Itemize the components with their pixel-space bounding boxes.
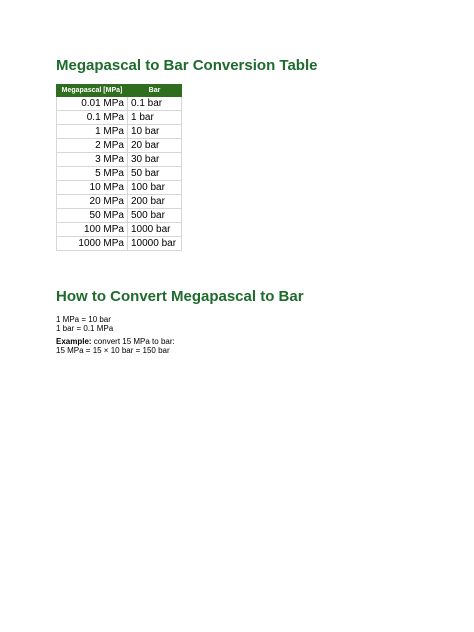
table-row (57, 167, 182, 181)
table-row (57, 139, 182, 153)
cell-mpa: 2 MPa (57, 139, 128, 153)
cell-mpa: 0.1 MPa (57, 111, 128, 125)
table-row (57, 223, 182, 237)
cell-bar: 200 bar (128, 195, 182, 209)
conversion-table-title: Megapascal to Bar Conversion Table (56, 57, 318, 74)
cell-mpa: 5 MPa (57, 167, 128, 181)
cell-bar: 1000 bar (128, 223, 182, 237)
table-row (57, 195, 182, 209)
cell-bar: 20 bar (128, 139, 182, 153)
cell-bar: 500 bar (128, 209, 182, 223)
cell-mpa: 3 MPa (57, 153, 128, 167)
cell-bar: 0.1 bar (128, 97, 182, 111)
table-row (57, 181, 182, 195)
table-row (57, 237, 182, 251)
table-row (57, 97, 182, 111)
cell-bar: 10 bar (128, 125, 182, 139)
how-to-convert-body (56, 315, 175, 355)
cell-bar: 50 bar (128, 167, 182, 181)
table-row (57, 209, 182, 223)
table-row (57, 125, 182, 139)
header-bar: Bar (128, 85, 182, 97)
cell-mpa: 1 MPa (57, 125, 128, 139)
table-row (57, 111, 182, 125)
example-result: 15 MPa = 15 × 10 bar = 150 bar (56, 346, 170, 355)
cell-mpa: 100 MPa (57, 223, 128, 237)
cell-mpa: 20 MPa (57, 195, 128, 209)
conversion-formula-bar-to-mpa: 1 bar = 0.1 MPa (56, 324, 114, 333)
cell-bar: 100 bar (128, 181, 182, 195)
cell-bar: 1 bar (128, 111, 182, 125)
table-header-row (57, 85, 182, 97)
conversion-formula-mpa-to-bar: 1 MPa = 10 bar (56, 315, 111, 324)
example-label: Example: (56, 337, 92, 346)
cell-mpa: 50 MPa (57, 209, 128, 223)
table-row (57, 153, 182, 167)
cell-mpa: 1000 MPa (57, 237, 128, 251)
cell-mpa: 10 MPa (57, 181, 128, 195)
header-megapascal: Megapascal [MPa] (57, 85, 128, 97)
cell-bar: 10000 bar (128, 237, 182, 251)
example-line (56, 337, 175, 346)
cell-bar: 30 bar (128, 153, 182, 167)
conversion-table (56, 84, 182, 251)
cell-mpa: 0.01 MPa (57, 97, 128, 111)
example-text: convert 15 MPa to bar: (91, 337, 175, 346)
how-to-convert-title: How to Convert Megapascal to Bar (56, 288, 304, 305)
